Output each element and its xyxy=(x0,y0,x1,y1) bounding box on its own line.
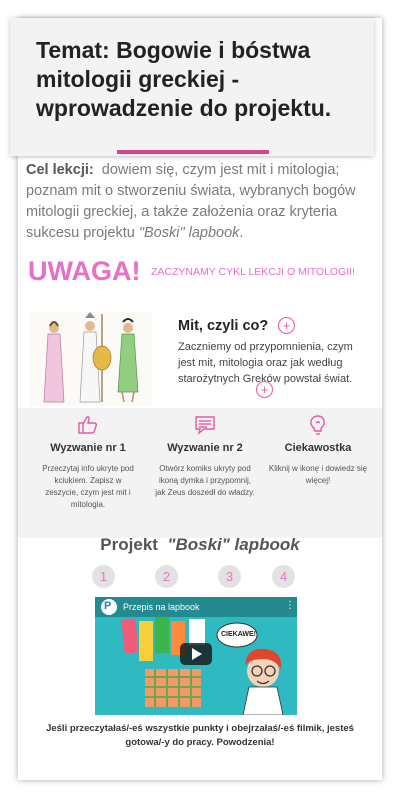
lesson-goal xyxy=(26,160,374,244)
greek-gods-illustration xyxy=(30,312,152,406)
title-underline xyxy=(117,150,269,154)
curiosity xyxy=(268,414,368,487)
challenge-1-text: Przeczytaj info ukryte pod kciukiem. Zapisz w zeszycie, czym jest mit i mitologia. xyxy=(42,464,134,509)
lesson-goal-end: . xyxy=(239,225,244,241)
mit-more-plus-icon[interactable]: + xyxy=(256,381,273,398)
video-player[interactable] xyxy=(95,597,297,715)
lightbulb-icon[interactable] xyxy=(268,414,368,436)
video-thumbnail xyxy=(95,597,297,715)
video-menu-icon[interactable]: ⋮ xyxy=(285,600,295,611)
video-channel-avatar: P xyxy=(104,600,112,612)
challenge-1-title: Wyzwanie nr 1 xyxy=(50,442,126,454)
step-1-button[interactable]: 1 xyxy=(92,565,115,588)
page-title: Temat: Bogowie i bóstwa mitologii greckiej - wprowadzenie do projektu. xyxy=(36,37,332,121)
mit-expand-plus-icon[interactable]: + xyxy=(278,317,295,334)
thumbs-up-icon[interactable] xyxy=(38,414,138,436)
mit-heading: Mit, czyli co? xyxy=(178,318,269,334)
video-bubble-text: CIEKAWE! xyxy=(221,631,256,638)
footer-note: Jeśli przeczytałaś/-eś wszystkie punkty i obejrzałaś/-eś filmik, jesteś gotowa/-y do pracy. Powodzenia! xyxy=(46,723,354,748)
challenge-1 xyxy=(38,414,138,511)
step-2-button[interactable]: 2 xyxy=(155,565,178,588)
project-heading-prefix: Projekt xyxy=(100,535,158,554)
curiosity-title: Ciekawostka xyxy=(284,442,352,454)
speech-bubble-icon[interactable] xyxy=(155,414,255,436)
mit-description: Zaczniemy od przypomnienia, czym jest mit, mitologia oraz jak według starożytnych Greków powstał świat. xyxy=(178,341,353,385)
uwaga-heading: UWAGA! xyxy=(28,256,141,286)
challenge-2-title: Wyzwanie nr 2 xyxy=(167,442,243,454)
title-header xyxy=(10,18,374,156)
project-heading xyxy=(0,535,400,555)
step-3-button[interactable]: 3 xyxy=(218,565,241,588)
curiosity-text: Kliknij w ikonę i dowiedz się więcej! xyxy=(268,464,368,485)
lesson-goal-text: dowiem się, czym jest mit i mitologia; poznam mit o stworzeniu świata, wybranych bogów mitologii greckiej, a także założenia oraz kryteria sukcesu projektu xyxy=(26,162,356,241)
lesson-goal-project-name: "Boski" lapbook xyxy=(138,225,240,241)
challenge-2-text: Otwórz komiks ukryty pod ikoną dymka i przypomnij, jak Zeus doszedł do władzy. xyxy=(155,464,255,497)
project-heading-name: "Boski" lapbook xyxy=(167,535,300,554)
challenge-2 xyxy=(155,414,255,499)
uwaga-subtitle: ZACZYNAMY CYKL LEKCJI O MITOLOGII! xyxy=(151,266,356,278)
lesson-goal-label: Cel lekcji: xyxy=(26,162,94,178)
video-title: Przepis na lapbook xyxy=(123,602,200,612)
step-4-button[interactable]: 4 xyxy=(272,565,295,588)
